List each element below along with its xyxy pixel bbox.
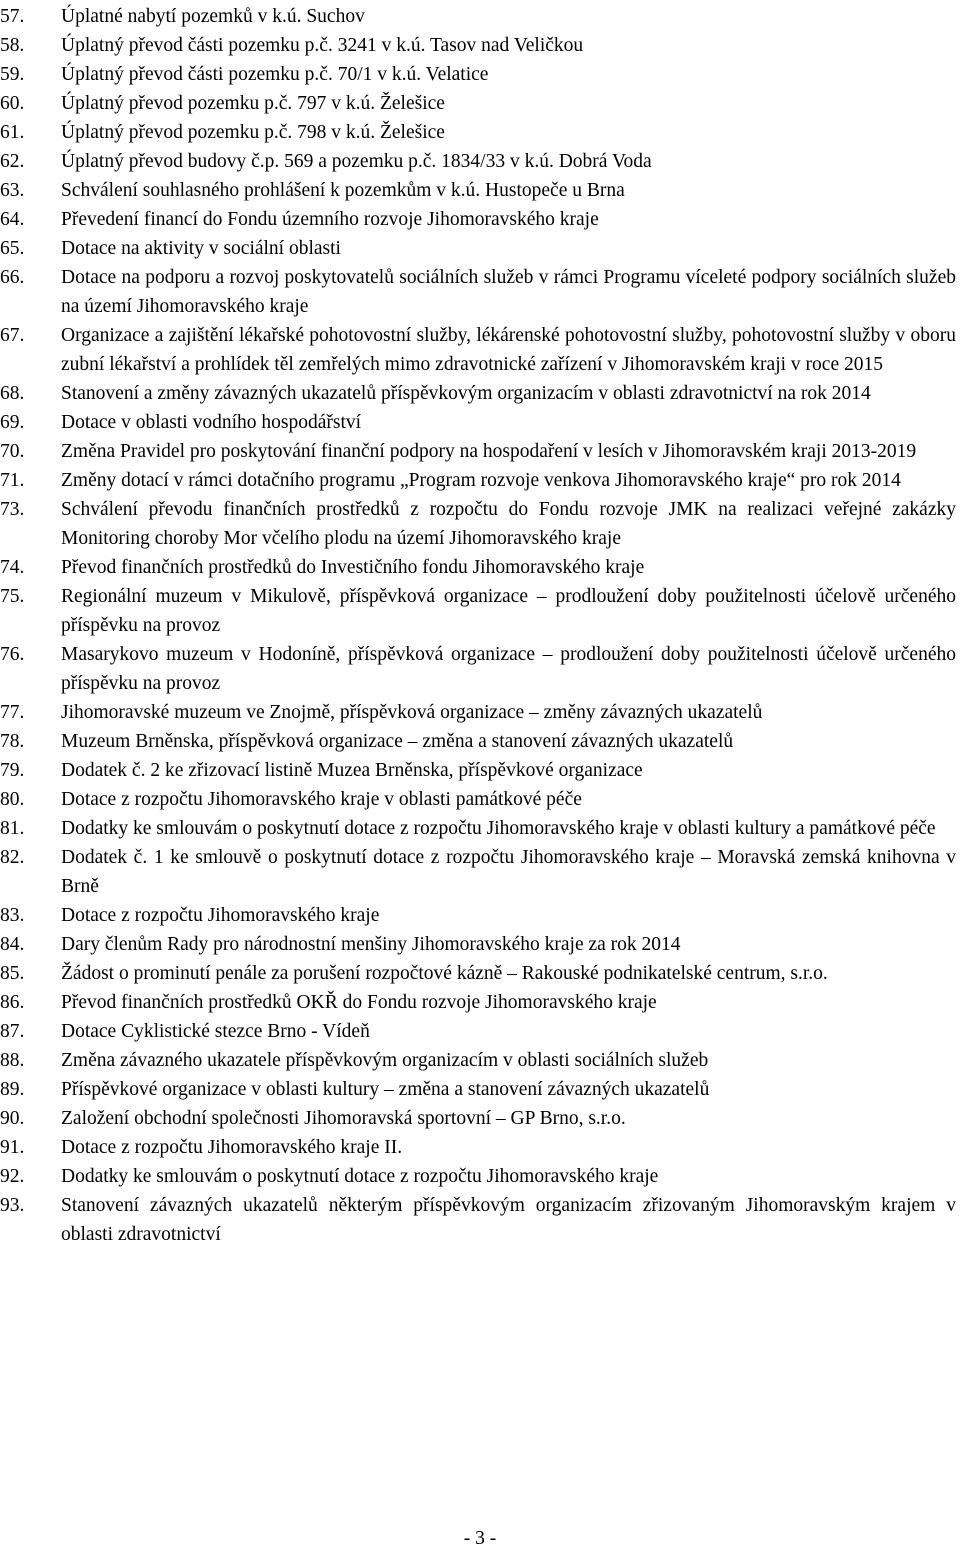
agenda-item-text: Změna závazného ukazatele příspěvkovým organizacím v oblasti sociálních služeb — [61, 1050, 709, 1071]
agenda-item — [0, 640, 956, 698]
agenda-item — [0, 814, 956, 843]
agenda-item-text: Regionální muzeum v Mikulově, příspěvková organizace – prodloužení doby použitelnosti účelově určeného příspěvku na provoz — [61, 586, 956, 636]
agenda-item-text: Organizace a zajištění lékařské pohotovostní služby, lékárenské pohotovostní služby, pohotovostní služby v oboru zubní lékařství a prohlídek těl zemřelých mimo zdravotnické zařízení v Jihomoravském kraji v roce 2015 — [61, 325, 956, 375]
agenda-item-text: Úplatný převod pozemku p.č. 797 v k.ú. Želešice — [61, 93, 445, 114]
agenda-item — [0, 466, 956, 495]
agenda-item — [0, 582, 956, 640]
agenda-item-text: Změna Pravidel pro poskytování finanční podpory na hospodaření v lesích v Jihomoravském kraji 2013-2019 — [61, 441, 917, 462]
agenda-item-text: Masarykovo muzeum v Hodoníně, příspěvková organizace – prodloužení doby použitelnosti účelově určeného příspěvku na provoz — [61, 644, 956, 694]
agenda-item-number: 75. — [0, 586, 25, 607]
agenda-item-number: 58. — [0, 35, 25, 56]
agenda-item — [0, 785, 956, 814]
agenda-item-number: 83. — [0, 905, 25, 926]
agenda-item-number: 66. — [0, 267, 25, 288]
agenda-item — [0, 60, 956, 89]
agenda-item-number: 67. — [0, 325, 25, 346]
agenda-item-number: 85. — [0, 963, 25, 984]
agenda-item-number: 59. — [0, 64, 25, 85]
agenda-item — [0, 843, 956, 901]
agenda-item-text: Schválení převodu finančních prostředků z rozpočtu do Fondu rozvoje JMK na realizaci veřejné zakázky Monitoring choroby Mor včelího plodu na území Jihomoravského kraje — [61, 499, 956, 549]
agenda-item-text: Dotace na podporu a rozvoj poskytovatelů sociálních služeb v rámci Programu víceleté podpory sociálních služeb na území Jihomoravského kraje — [61, 267, 956, 317]
agenda-item-text: Dotace z rozpočtu Jihomoravského kraje v oblasti památkové péče — [61, 789, 582, 810]
agenda-item — [0, 263, 956, 321]
agenda-item-number: 68. — [0, 383, 25, 404]
agenda-item-text: Dotace na aktivity v sociální oblasti — [61, 238, 341, 259]
agenda-item-text: Jihomoravské muzeum ve Znojmě, příspěvková organizace – změny závazných ukazatelů — [61, 702, 763, 723]
agenda-item-text: Příspěvkové organizace v oblasti kultury – změna a stanovení závazných ukazatelů — [61, 1079, 710, 1100]
agenda-item-number: 60. — [0, 93, 25, 114]
agenda-item — [0, 1191, 956, 1249]
agenda-item — [0, 437, 956, 466]
agenda-item-number: 76. — [0, 644, 25, 665]
agenda-item-number: 89. — [0, 1079, 25, 1100]
agenda-item-text: Převedení financí do Fondu územního rozvoje Jihomoravského kraje — [61, 209, 599, 230]
page-number: - 3 - — [463, 1528, 497, 1549]
agenda-item-text: Dotace z rozpočtu Jihomoravského kraje II. — [61, 1137, 403, 1158]
agenda-item — [0, 988, 956, 1017]
agenda-item — [0, 901, 956, 930]
agenda-item-text: Dotace Cyklistické stezce Brno - Vídeň — [61, 1021, 370, 1042]
agenda-item-text: Stanovení závazných ukazatelů některým příspěvkovým organizacím zřizovaným Jihomoravským krajem v oblasti zdravotnictví — [61, 1195, 956, 1245]
agenda-item-number: 57. — [0, 6, 25, 27]
agenda-item-text: Dary členům Rady pro národnostní menšiny Jihomoravského kraje za rok 2014 — [61, 934, 681, 955]
agenda-list — [0, 2, 956, 1249]
agenda-item-text: Žádost o prominutí penále za porušení rozpočtové kázně – Rakouské podnikatelské centrum, s.r.o. — [61, 963, 828, 984]
agenda-item — [0, 1046, 956, 1075]
agenda-item-text: Převod finančních prostředků OKŘ do Fondu rozvoje Jihomoravského kraje — [61, 992, 657, 1013]
agenda-item — [0, 930, 956, 959]
agenda-item-text: Dotace z rozpočtu Jihomoravského kraje — [61, 905, 380, 926]
agenda-item-text: Změny dotací v rámci dotačního programu „Program rozvoje venkova Jihomoravského kraje“ pro rok 2014 — [61, 470, 901, 491]
agenda-item — [0, 118, 956, 147]
agenda-item-text: Založení obchodní společnosti Jihomoravská sportovní – GP Brno, s.r.o. — [61, 1108, 626, 1129]
agenda-item — [0, 89, 956, 118]
agenda-item-text: Dodatky ke smlouvám o poskytnutí dotace z rozpočtu Jihomoravského kraje v oblasti kultury a památkové péče — [61, 818, 936, 839]
agenda-item-number: 82. — [0, 847, 25, 868]
agenda-item-number: 63. — [0, 180, 25, 201]
agenda-item — [0, 1104, 956, 1133]
agenda-item-number: 69. — [0, 412, 25, 433]
agenda-item-text: Schválení souhlasného prohlášení k pozemkům v k.ú. Hustopeče u Brna — [61, 180, 625, 201]
agenda-item — [0, 727, 956, 756]
agenda-item — [0, 147, 956, 176]
agenda-item-number: 64. — [0, 209, 25, 230]
agenda-item-text: Úplatný převod části pozemku p.č. 70/1 v k.ú. Velatice — [61, 64, 489, 85]
agenda-item-number: 70. — [0, 441, 25, 462]
agenda-item — [0, 495, 956, 553]
agenda-item — [0, 205, 956, 234]
agenda-item-number: 71. — [0, 470, 25, 491]
agenda-item-number: 91. — [0, 1137, 25, 1158]
agenda-item-number: 62. — [0, 151, 25, 172]
agenda-item — [0, 408, 956, 437]
agenda-item-text: Muzeum Brněnska, příspěvková organizace – změna a stanovení závazných ukazatelů — [61, 731, 734, 752]
agenda-item — [0, 321, 956, 379]
agenda-item-number: 81. — [0, 818, 25, 839]
agenda-item-text: Úplatné nabytí pozemků v k.ú. Suchov — [61, 6, 365, 27]
agenda-item — [0, 31, 956, 60]
agenda-item-text: Úplatný převod části pozemku p.č. 3241 v k.ú. Tasov nad Veličkou — [61, 35, 584, 56]
agenda-item — [0, 2, 956, 31]
agenda-item — [0, 1017, 956, 1046]
agenda-item — [0, 959, 956, 988]
agenda-item-number: 73. — [0, 499, 25, 520]
agenda-item-text: Úplatný převod pozemku p.č. 798 v k.ú. Želešice — [61, 122, 445, 143]
agenda-item — [0, 234, 956, 263]
agenda-item-text: Dodatek č. 2 ke zřizovací listině Muzea Brněnska, příspěvkové organizace — [61, 760, 643, 781]
agenda-item-text: Dotace v oblasti vodního hospodářství — [61, 412, 362, 433]
agenda-item — [0, 379, 956, 408]
agenda-item-text: Dodatek č. 1 ke smlouvě o poskytnutí dotace z rozpočtu Jihomoravského kraje – Moravská zemská knihovna v Brně — [61, 847, 956, 897]
agenda-item — [0, 756, 956, 785]
agenda-item-text: Převod finančních prostředků do Investičního fondu Jihomoravského kraje — [61, 557, 645, 578]
agenda-item — [0, 553, 956, 582]
agenda-item-number: 86. — [0, 992, 25, 1013]
agenda-item-number: 93. — [0, 1195, 25, 1216]
agenda-item-number: 77. — [0, 702, 25, 723]
agenda-item-number: 80. — [0, 789, 25, 810]
agenda-item-number: 79. — [0, 760, 25, 781]
agenda-item-number: 65. — [0, 238, 25, 259]
agenda-item-number: 78. — [0, 731, 25, 752]
agenda-item — [0, 1075, 956, 1104]
agenda-item-text: Stanovení a změny závazných ukazatelů příspěvkovým organizacím v oblasti zdravotnictví na rok 2014 — [61, 383, 871, 404]
agenda-item-number: 74. — [0, 557, 25, 578]
agenda-item — [0, 698, 956, 727]
agenda-item — [0, 176, 956, 205]
agenda-item-text: Úplatný převod budovy č.p. 569 a pozemku p.č. 1834/33 v k.ú. Dobrá Voda — [61, 151, 652, 172]
agenda-item — [0, 1162, 956, 1191]
agenda-item-number: 84. — [0, 934, 25, 955]
agenda-item — [0, 1133, 956, 1162]
agenda-item-number: 90. — [0, 1108, 25, 1129]
agenda-item-number: 88. — [0, 1050, 25, 1071]
agenda-item-text: Dodatky ke smlouvám o poskytnutí dotace z rozpočtu Jihomoravského kraje — [61, 1166, 659, 1187]
agenda-item-number: 92. — [0, 1166, 25, 1187]
agenda-item-number: 61. — [0, 122, 25, 143]
agenda-item-number: 87. — [0, 1021, 25, 1042]
